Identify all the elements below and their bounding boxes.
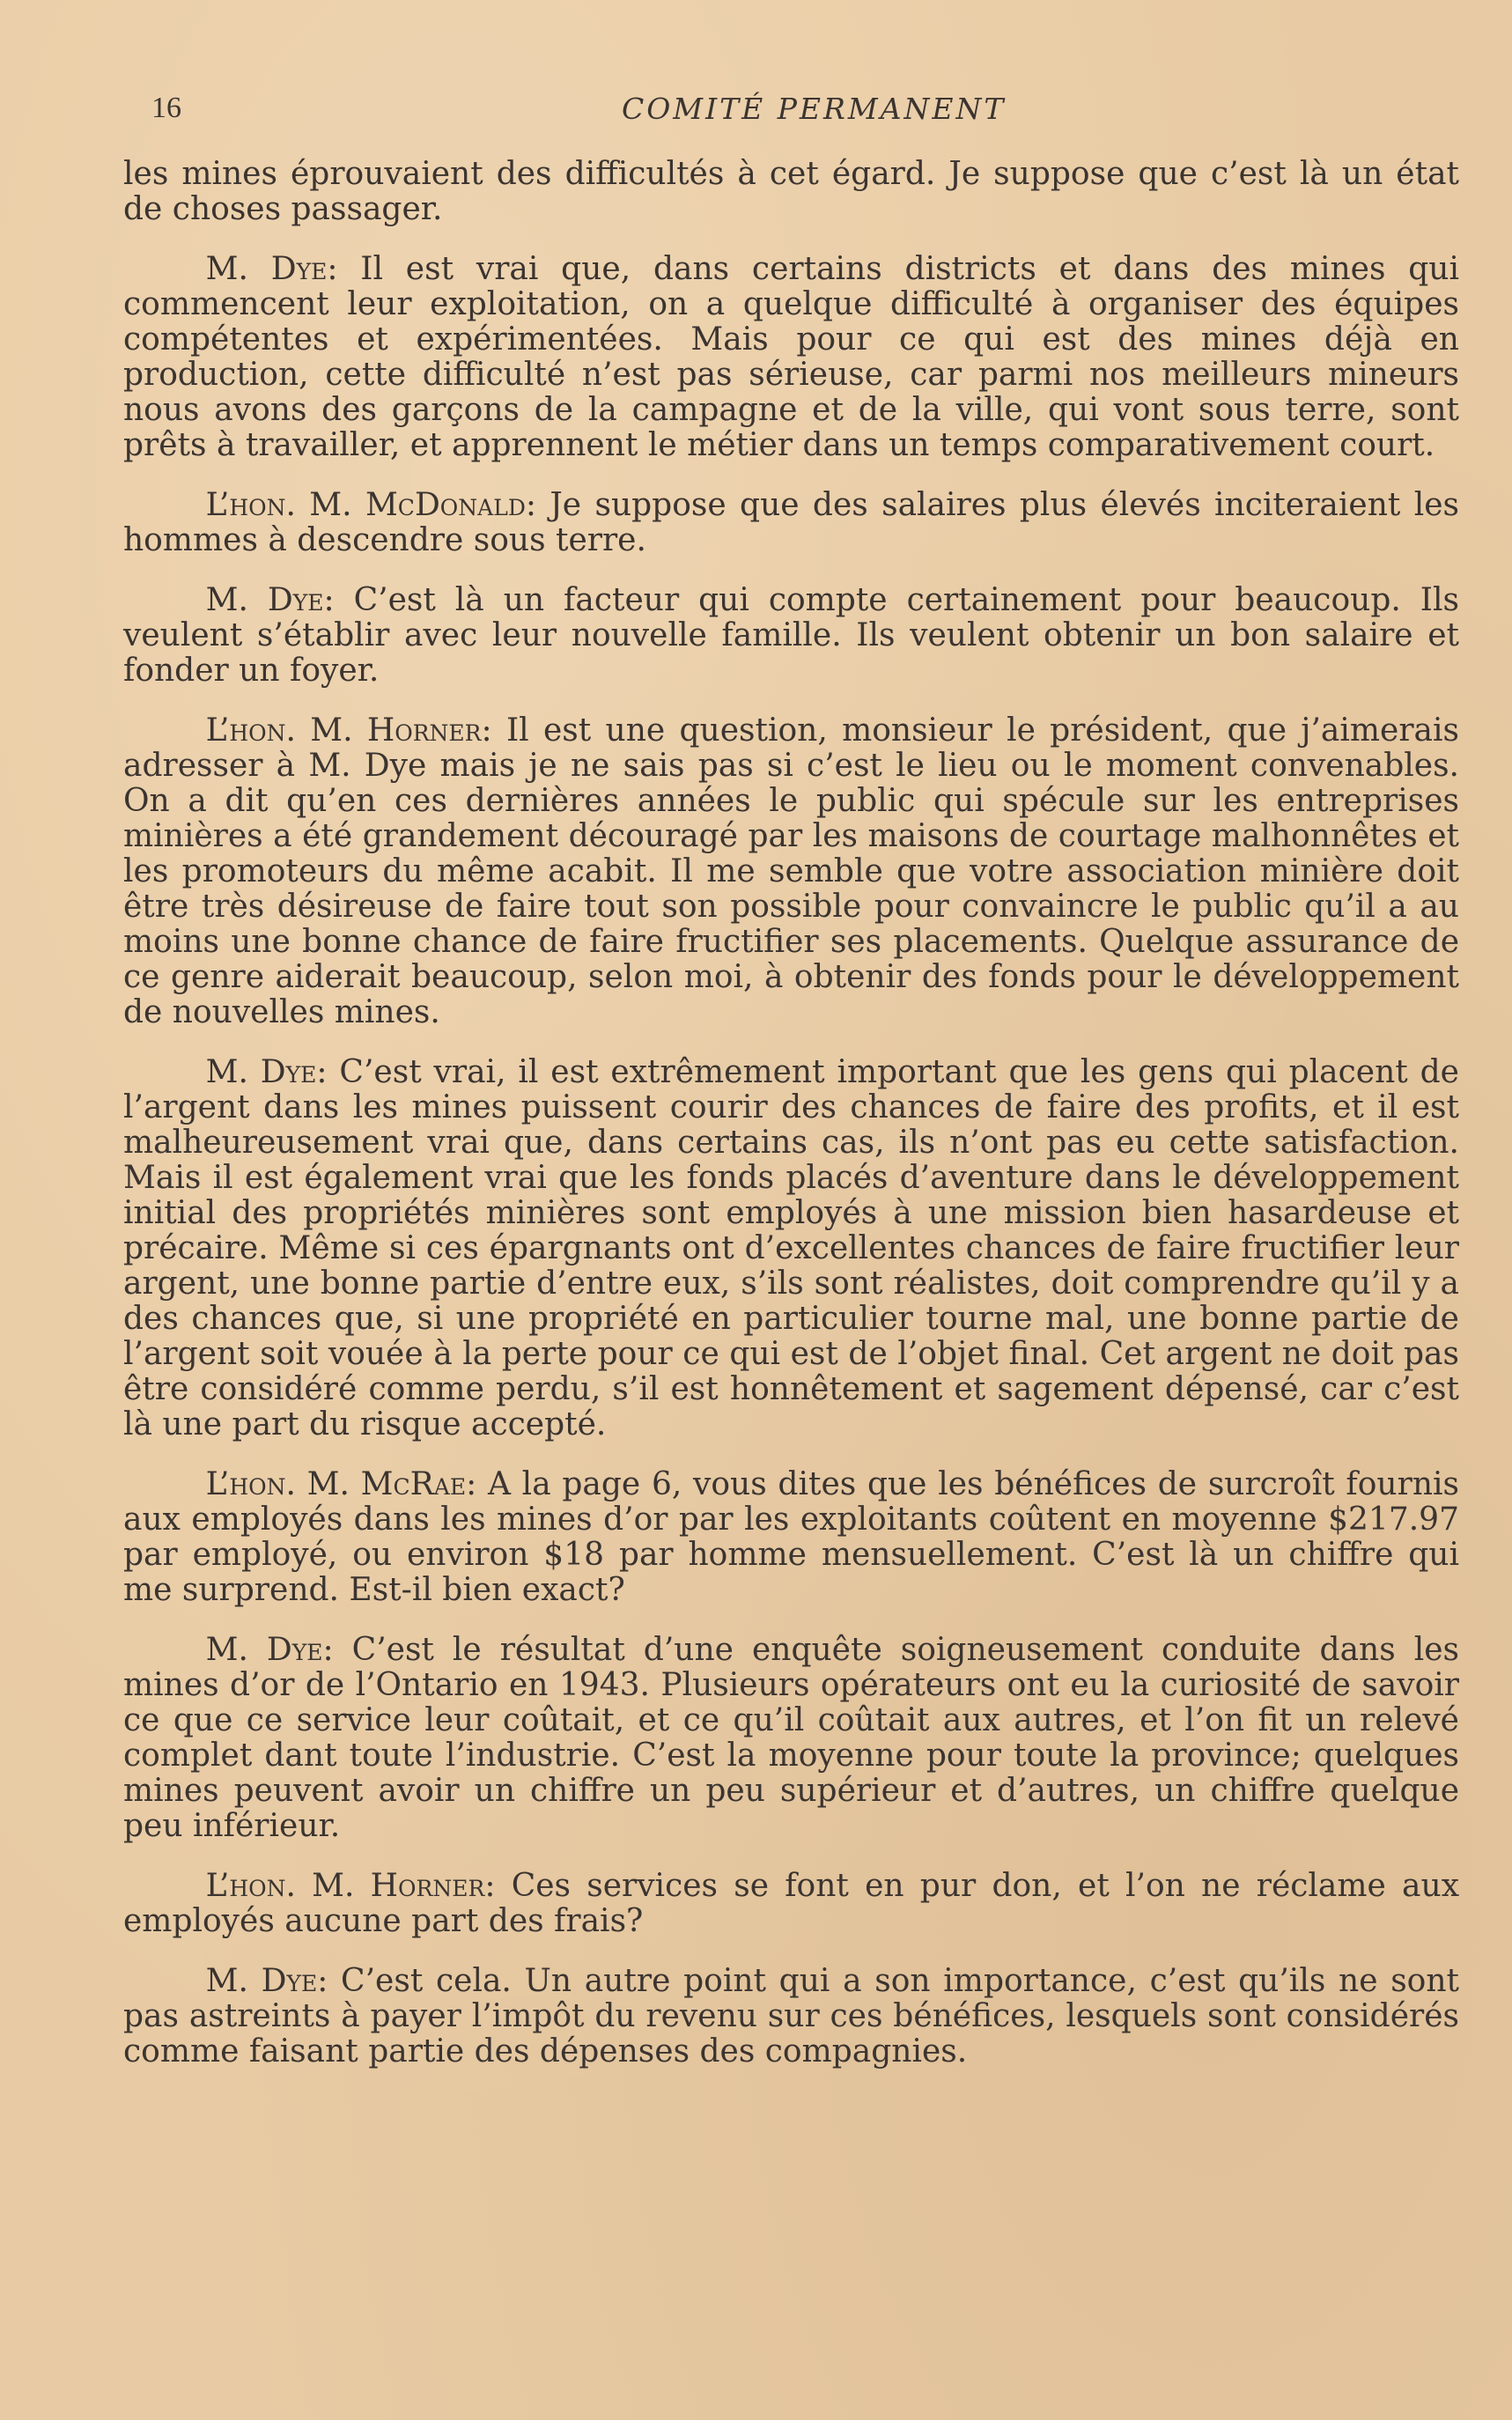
paragraph-text: C’est vrai, il est extrêmement important que les gens qui placent de l’argent dans les mines puissent courir des chances de faire des profits, et il est malheureusement vrai que, dans certains cas, ils n’ont pas eu cette satisfaction. Mais il est également vrai que les fonds placés d’aventure dans le développement initial des propriétés minières sont employés à une mission bien hasardeuse et précaire. Même si ces épargnants ont d’excellentes chances de faire fructifier leur argent, une bonne partie d’entre eux, s’ils sont réalistes, doit comprendre qu’il y a des chances que, si une propriété en particulier tourne mal, une bonne partie de l’argent soit vouée à la perte pour ce qui est de l’objet final. Cet argent ne doit pas être considéré comme perdu, s’il est honnêtement et sagement dépensé, car c’est là une part du risque accepté. <box>123 1054 1459 1442</box>
paragraph-text: les mines éprouvaient des difficultés à cet égard. Je suppose que c’est là un état de choses passager. <box>123 156 1459 227</box>
paragraph-text: C’est cela. Un autre point qui a son importance, c’est qu’ils ne sont pas astreints à payer l’impôt du revenu sur ces bénéfices, lesquels sont considérés comme faisant partie des dépenses des compagnies. <box>123 1963 1459 2070</box>
speaker-name: M. Dye: <box>205 251 338 287</box>
body-text <box>123 157 1459 2094</box>
paragraph <box>123 252 1459 463</box>
paragraph <box>123 488 1459 558</box>
speaker-name: L’hon. M. Horner: <box>205 712 492 749</box>
speaker-name: L’hon. M. McRae: <box>205 1466 477 1502</box>
speaker-name: M. Dye: <box>205 582 335 618</box>
speaker-name: M. Dye: <box>205 1632 334 1668</box>
running-title: COMITÉ PERMANENT <box>622 92 1007 126</box>
paragraph-text: Ces services se font en pur don, et l’on ne réclame aux employés aucune part des frais? <box>123 1868 1459 1939</box>
speaker-name: M. Dye: <box>205 1054 328 1090</box>
paragraph <box>123 1633 1459 1844</box>
paragraph-text: C’est le résultat d’une enquête soigneusement conduite dans les mines d’or de l’Ontario en 1943. Plusieurs opérateurs ont eu la curiosité de savoir ce que ce service leur coûtait, et ce qu’il coûtait aux autres, et l’on fit un relevé complet dant toute l’industrie. C’est la moyenne pour toute la province; quelques mines peuvent avoir un chiffre un peu supérieur et d’autres, un chiffre quelque peu inférieur. <box>123 1632 1459 1844</box>
page-number: 16 <box>151 92 181 124</box>
paragraph <box>123 1467 1459 1608</box>
paragraph-text: Je suppose que des salaires plus élevés inciteraient les hommes à descendre sous terre. <box>123 487 1459 558</box>
paragraph-text: Il est une question, monsieur le président, que j’aimerais adresser à M. Dye mais je ne sais pas si c’est le lieu ou le moment convenables. On a dit qu’en ces dernières années le public qui spécule sur les entreprises minières a été grandement découragé par les maisons de courtage malhonnêtes et les promoteurs du même acabit. Il me semble que votre association minière doit être très désireuse de faire tout son possible pour convaincre le public qu’il a au moins une bonne chance de faire fructifier ses placements. Quelque assurance de ce genre aiderait beaucoup, selon moi, à obtenir des fonds pour le développement de nouvelles mines. <box>123 712 1459 1030</box>
speaker-name: L’hon. M. McDonald: <box>205 487 537 523</box>
paragraph <box>123 713 1459 1030</box>
speaker-name: M. Dye: <box>205 1963 328 1999</box>
paragraph <box>123 583 1459 689</box>
paragraph <box>123 1055 1459 1442</box>
paragraph-text: C’est là un facteur qui compte certainement pour beaucoup. Ils veulent s’établir avec leur nouvelle famille. Ils veulent obtenir un bon salaire et fonder un foyer. <box>123 582 1459 689</box>
speaker-name: L’hon. M. Horner: <box>205 1868 496 1904</box>
paragraph <box>123 157 1459 227</box>
paragraph <box>123 1869 1459 1939</box>
paragraph-text: A la page 6, vous dites que les bénéfices de surcroît fournis aux employés dans les mines d’or par les exploitants coûtent en moyenne $217.97 par employé, ou environ $18 par homme mensuellement. C’est là un chiffre qui me surprend. Est-il bien exact? <box>123 1466 1459 1608</box>
page-header <box>148 86 1398 132</box>
paragraph <box>123 1964 1459 2070</box>
paragraph-text: Il est vrai que, dans certains districts et dans des mines qui commencent leur exploitation, on a quelque difficulté à organiser des équipes compétentes et expérimentées. Mais pour ce qui est des mines déjà en production, cette difficulté n’est pas sérieuse, car parmi nos meilleurs mineurs nous avons des garçons de la campagne et de la ville, qui vont sous terre, sont prêts à travailler, et apprennent le métier dans un temps comparativement court. <box>123 251 1459 463</box>
